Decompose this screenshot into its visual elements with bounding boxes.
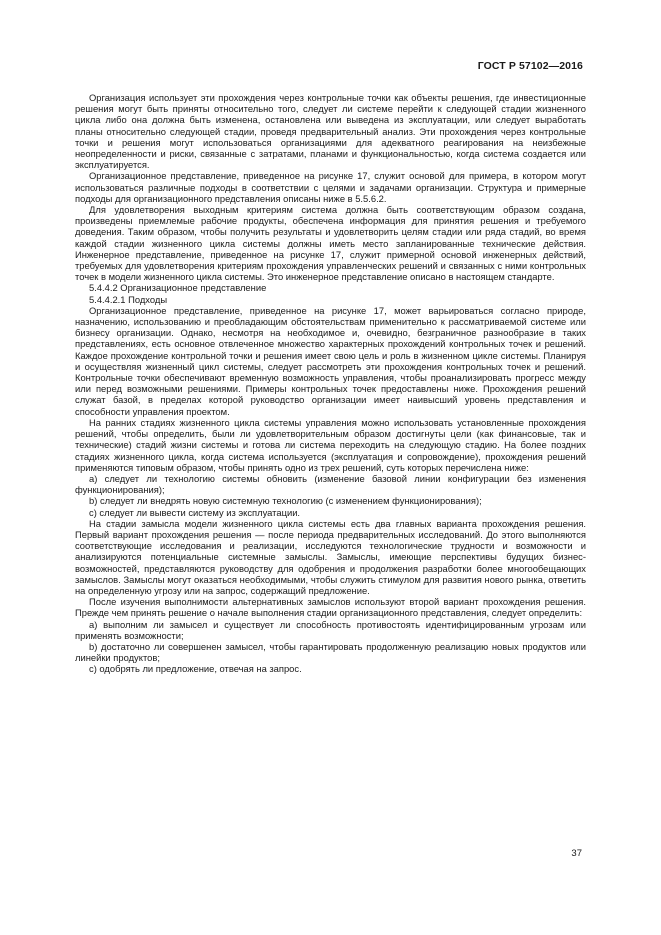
body-text bbox=[75, 92, 586, 675]
list-item: c) следует ли вывести систему из эксплуатации. bbox=[89, 506, 301, 518]
paragraph: Организационное представление, приведенное на рисунке 17, служит основой для примера, в котором могут использоваться различные подходы в соответствии с целями и задачами организации. Структура и примерные подходы для организационного представления описаны ниже в 5.5.6.2. bbox=[75, 170, 586, 204]
paragraph: На стадии замысла модели жизненного цикла системы есть два главных варианта прохождения решения. Первый вариант прохождения решения — после периода предварительных исследований. До этого выполняются соответствующие исследования и реализации, исследуются технологические трудности и возможности и анализируются потенциальные системные замыслы. Замыслы, имеющие перспективы будущих бизнес-возможностей, представляются руководству для одобрения и продолжения разработки более многообещающих замыслов. Замыслы могут оказаться необходимыми, чтобы служить стимулом для развития нового рынка, ответить на определенную угрозу или на запрос, содержащий предложение. bbox=[75, 517, 586, 596]
paragraph: После изучения выполнимости альтернативных замыслов используют второй вариант прохождения решения. Прежде чем принять решение о начале выполнения стадии организационного представления, следует определить: bbox=[75, 596, 586, 619]
list-item: a) выполним ли замысел и существует ли способность противостоять идентифицированным угрозам или применять возможности; bbox=[75, 618, 586, 641]
list-item: a) следует ли технологию системы обновить (изменение базовой линии конфигурации без изменения функционирования); bbox=[75, 472, 586, 496]
standard-header: ГОСТ Р 57102—2016 bbox=[477, 60, 583, 72]
subsection-heading: 5.4.4.2.1 Подходы bbox=[89, 293, 168, 305]
list-item: b) достаточно ли совершенен замысел, чтобы гарантировать продолженную реализацию новых продуктов или линейки продуктов; bbox=[75, 640, 586, 664]
paragraph: Организация использует эти прохождения через контрольные точки как объекты решения, где инвестиционные решения могут быть приняты относительно того, следует ли системе перейти к следующей стадии жизненного цикла либо она должна быть изменена, остановлена или выведена из эксплуатации, или следует выработать планы относительно следующей стадии, проведя предварительный анализ. Эти прохождения через контрольные точки и решения могут использоваться организациями для адекватного реагирования на неизбежные неопределенности и риски, связанные с затратами, планами и функциональностью, когда система создается или эксплуатируется. bbox=[75, 92, 586, 171]
list-item: c) одобрять ли предложение, отвечая на запрос. bbox=[89, 663, 302, 675]
page-number: 37 bbox=[571, 848, 582, 859]
paragraph: Для удовлетворения выходным критериям система должна быть соответствующим образом создана, произведены приемлемые рабочие продукты, обеспечена информация для принятия решения и требуемого доведения. Таким образом, чтобы получить результаты и удовлетворить целям стадии или ряда стадий, во время каждой стадии жизненного цикла системы должны иметь место запланированные технические действия. Инженерное представление, приведенное на рисунке 17, служит примерной основой инженерных действий, требуемых для удовлетворения критериям прохождения управленческих решений и связанных с ними контрольных точек в модели жизненного цикла системы. Это инженерное представление описано в настоящем стандарте. bbox=[75, 204, 586, 283]
list-item: b) следует ли внедрять новую системную технологию (с изменением функционирования); bbox=[89, 495, 482, 507]
paragraph: На ранних стадиях жизненного цикла системы управления можно использовать установленные прохождения решений, чтобы определить, были ли удовлетворительным образом достигнуты цели (как финансовые, так и технические) стадий жизни системы и готова ли система переходить на следующую стадию. На более поздних стадиях жизненного цикла, когда система используется (эксплуатация и сопровождение), прохождения решений применяются типовым образом, чтобы принять одно из трех решений, суть которых перечислена ниже: bbox=[75, 416, 586, 473]
section-heading: 5.4.4.2 Организационное представление bbox=[89, 282, 267, 294]
paragraph: Организационное представление, приведенное на рисунке 17, может варьироваться согласно природе, назначению, использованию и преобладающим обстоятельствам применительно к рассматриваемой системе или бизнесу организации. Однако, несмотря на необходимое и, очевидно, безграничное разнообразие в таких представлениях, есть основное отвлеченное множество характерных прохождений контрольных точек и решений. Каждое прохождение контрольной точки и решения имеет свою цель и роль в жизненном цикле системы. Планируя и осуществляя жизненный цикл системы, следует рассмотреть эти прохождения контрольных точек и решений. Контрольные точки обеспечивают временную возможность управления, чтобы проанализировать прогресс между или перед возможными решениями. Примеры контрольных точек предоставлены ниже. Прохождения решений служат базой, в пределах которой руководство организации имеет наивысший уровень представления и способности управления проектом. bbox=[75, 304, 586, 417]
